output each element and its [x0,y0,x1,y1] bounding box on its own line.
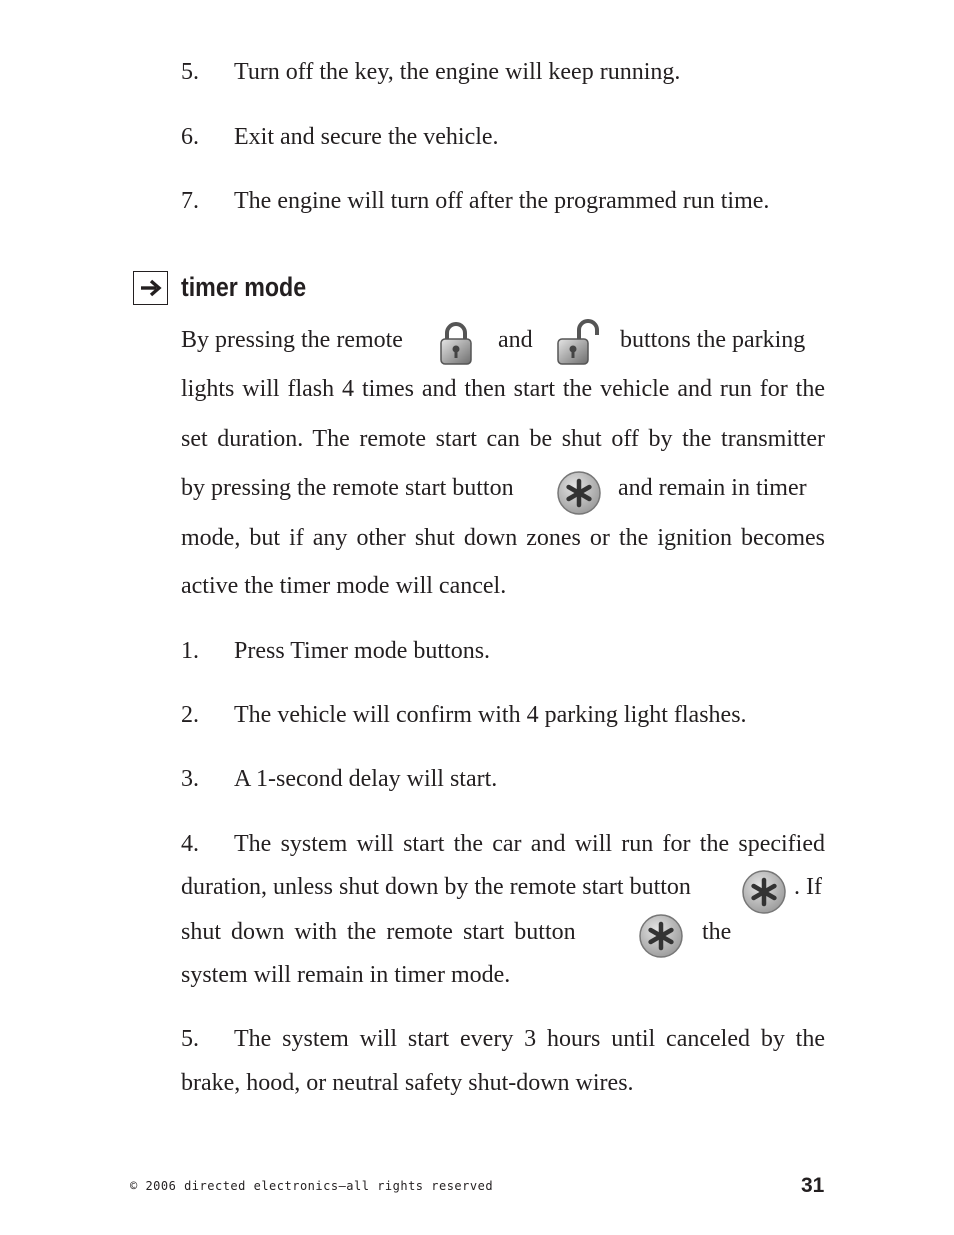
step-number: 5. [181,59,199,85]
step-text: brake, hood, or neutral safety shut-down wires. [181,1070,634,1096]
paragraph-text: buttons the parking [620,327,806,353]
step-text: Press Timer mode buttons. [234,638,491,664]
step-text: the [702,919,732,945]
step-text: The vehicle will confirm with 4 parking light flashes. [234,702,747,728]
step-text: The system will start the car and will run for the specified [234,831,825,857]
step-text: shut down with the remote start button [181,919,576,945]
right-arrow-icon [134,272,167,304]
paragraph-text: By pressing the remote [181,327,403,353]
paragraph-text: and [498,327,533,353]
step-text: Turn off the key, the engine will keep running. [234,59,681,85]
lock-icon [438,320,474,366]
step-text: The engine will turn off after the programmed run time. [234,188,770,214]
step-text: duration, unless shut down by the remote start button [181,874,691,900]
section-arrow-box [133,271,168,305]
section-title: timer mode [181,272,307,302]
unlock-icon [556,318,600,366]
step-text: . If [794,874,822,900]
copyright-footer: © 2006 directed electronics—all rights reserved [130,1179,494,1193]
paragraph-text: set duration. The remote start can be shut off by the transmitter [181,426,825,452]
step-text: Exit and secure the vehicle. [234,124,499,150]
page-number: 31 [801,1174,825,1197]
step-number: 4. [181,831,199,857]
asterisk-button-icon [638,913,684,959]
paragraph-text: lights will flash 4 times and then start the vehicle and run for the [181,376,825,402]
step-text: A 1-second delay will start. [234,766,498,792]
step-number: 1. [181,638,199,664]
paragraph-text: by pressing the remote start button [181,475,514,501]
step-number: 3. [181,766,199,792]
step-number: 6. [181,124,199,150]
paragraph-text: active the timer mode will cancel. [181,573,507,599]
step-number: 2. [181,702,199,728]
paragraph-text: mode, but if any other shut down zones or the ignition becomes [181,525,825,551]
step-number: 5. [181,1026,199,1052]
step-number: 7. [181,188,199,214]
step-text: The system will start every 3 hours until canceled by the [234,1026,825,1052]
asterisk-button-icon [556,470,602,516]
step-text: system will remain in timer mode. [181,962,511,988]
asterisk-button-icon [741,869,787,915]
paragraph-text: and remain in timer [618,475,807,501]
